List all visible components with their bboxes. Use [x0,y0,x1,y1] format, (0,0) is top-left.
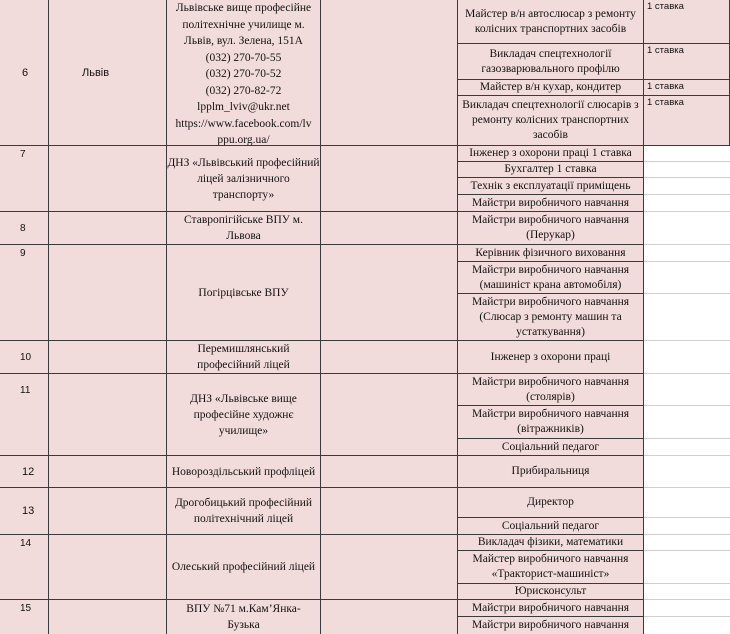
empty-cell[interactable] [49,341,167,374]
position-cell[interactable]: Директор [458,488,644,518]
row-number-cell[interactable] [0,374,49,456]
row-number: 14 [20,538,32,549]
rate-cell-empty[interactable] [644,262,730,294]
institution-name-cell[interactable] [167,600,321,634]
row-number: 6 [22,66,29,79]
contact-line: Львів, вул. Зелена, 151А [184,35,303,47]
contact-line: (032) 270-70-52 [205,68,282,80]
empty-cell[interactable] [321,0,458,146]
institution-name: Ставропігійське ВПУ м. Львова [184,214,303,242]
institution-name: Погірцівське ВПУ [198,286,289,299]
empty-cell[interactable] [49,456,167,488]
institution-name-cell[interactable] [167,374,321,456]
position-cell[interactable]: Прибиральниця [458,456,644,488]
institution-name: Перемишлянський професійний ліцей [197,343,290,371]
institution-name-cell[interactable] [167,146,321,212]
row-number-cell[interactable] [0,146,49,212]
rate-cell-empty[interactable] [644,439,730,456]
row-number: 9 [20,248,26,259]
row-number: 11 [20,385,31,396]
institution-name: Олеський професійний ліцей [171,561,316,573]
row-number-cell[interactable] [0,0,49,146]
rate-cell-empty[interactable] [644,146,730,162]
position-cell[interactable]: Майстри виробничого навчання [458,617,644,634]
row-number-cell[interactable] [0,600,49,634]
institution-name: Новороздільський профліцей [171,465,316,478]
row-number-cell[interactable] [0,456,49,488]
position-cell[interactable]: Викладач фізики, математики [458,535,644,551]
institution-name-cell[interactable] [167,245,321,341]
empty-cell[interactable] [49,146,167,212]
institution-name-cell[interactable] [167,488,321,535]
city-name: Львів [82,66,110,79]
rate-cell[interactable]: 1 ставка [644,44,730,80]
position-cell[interactable]: Майстри виробничого навчання (столярів) [458,374,644,406]
rate-cell-empty[interactable] [644,212,730,245]
empty-cell[interactable] [49,245,167,341]
empty-cell[interactable] [321,245,458,341]
institution-name-cell[interactable] [167,212,321,245]
institution-name: Дрогобицький професійний політехнічний ліцей [174,497,313,525]
institution-name: ДНЗ «Львівське вище професійне художнє училище» [190,392,297,437]
empty-cell[interactable] [49,212,167,245]
position-cell[interactable]: Майстри виробничого навчання (Слюсар з ремонту машин та устаткування) [458,294,644,341]
rate-cell-empty[interactable] [644,600,730,617]
row-number-cell[interactable] [0,535,49,600]
position-cell[interactable]: Майстри виробничого навчання [458,600,644,617]
row-number-cell[interactable] [0,488,49,535]
position-cell[interactable]: Викладач спецтехнології газозварювального профілю [458,44,644,80]
rate-cell-empty[interactable] [644,245,730,262]
contact-line: (032) 270-70-55 [205,51,282,64]
empty-cell[interactable] [321,488,458,535]
position-cell[interactable]: Майстер в/н кухар, кондитер [458,80,644,96]
rate-cell-empty[interactable] [644,551,730,584]
rate-cell[interactable]: 1 ставка [644,0,730,44]
institution-name-cell[interactable] [167,456,321,488]
position-cell[interactable]: Соціальний педагог [458,518,644,535]
empty-cell[interactable] [321,535,458,600]
city-cell[interactable] [49,0,167,146]
position-cell[interactable]: Юрисконсульт [458,584,644,600]
rate-cell-empty[interactable] [644,617,730,634]
position-cell[interactable]: Майстри виробничого навчання (Перукар) [458,212,644,245]
position-cell[interactable]: Керівник фізичного виховання [458,245,644,262]
contact-line: lpplm_lviv@ukr.net [197,101,290,113]
rate-cell-empty[interactable] [644,456,730,488]
institution-name-cell[interactable] [167,341,321,374]
rate-cell-empty[interactable] [644,374,730,406]
row-number: 13 [22,505,35,517]
empty-cell[interactable] [321,146,458,212]
empty-cell[interactable] [321,212,458,245]
position-cell[interactable]: Майстри виробничого навчання (машиніст крана автомобіля) [458,262,644,294]
institution-name: ВПУ №71 м.Кам’Янка-Бузька [186,603,301,631]
contact-line: політехнічне училище м. [182,18,305,31]
rate-cell-empty[interactable] [644,294,730,341]
row-number-cell[interactable] [0,245,49,341]
row-number: 10 [20,352,32,363]
rate-cell-empty[interactable] [644,341,730,374]
position-cell[interactable]: Майстри виробничого навчання [458,195,644,212]
rate-cell-empty[interactable] [644,406,730,439]
rate-cell-empty[interactable] [644,584,730,600]
rate-cell-empty[interactable] [644,195,730,212]
row-number-cell[interactable] [0,212,49,245]
row-number: 12 [22,465,35,478]
contact-line: (032) 270-82-72 [205,84,282,97]
rate-cell-empty[interactable] [644,162,730,178]
contact-line: https://www.facebook.com/lv [175,117,312,130]
empty-cell[interactable] [321,341,458,374]
rate-cell-empty[interactable] [644,518,730,535]
institution-name-cell[interactable] [167,535,321,600]
rate-cell-empty[interactable] [644,178,730,195]
rate-cell[interactable]: 1 ставка [644,80,730,96]
row-number: 8 [20,223,26,234]
position-cell[interactable]: Викладач спецтехнології слюсарів з ремонту колісних транспортних засобів [458,96,644,146]
empty-cell[interactable] [321,374,458,456]
empty-cell[interactable] [321,600,458,634]
institution-name: ДНЗ «Львівський професійний ліцей залізничного транспорту» [167,156,320,201]
rate-cell[interactable]: 1 ставка [644,96,730,146]
position-cell[interactable]: Технік з експлуатації приміщень [458,178,644,195]
empty-cell[interactable] [49,374,167,456]
position-cell[interactable]: Інженер з охорони праці [458,341,644,374]
row-number: 7 [20,149,26,160]
rate-cell-empty[interactable] [644,488,730,518]
rate-cell-empty[interactable] [644,535,730,551]
position-cell[interactable]: Інженер з охорони праці 1 ставка [458,146,644,162]
contact-line: Львівське вище професійне [175,2,312,14]
position-cell[interactable]: Майстри виробничого навчання (вітражників) [458,406,644,439]
position-cell[interactable]: Бухгалтер 1 ставка [458,162,644,178]
contact-line: ppu.org.ua/ [217,134,270,146]
position-cell[interactable]: Соціальний педагог [458,439,644,456]
empty-cell[interactable] [49,600,167,634]
row-number: 15 [20,603,32,614]
position-cell[interactable]: Майстер виробничого навчання «Тракторист-машиніст» [458,551,644,584]
institution-contacts-cell[interactable] [167,0,321,146]
empty-cell[interactable] [321,456,458,488]
empty-cell[interactable] [49,488,167,535]
empty-cell[interactable] [49,535,167,600]
row-number-cell[interactable] [0,341,49,374]
position-cell[interactable]: Майстер в/н автослюсар з ремонту колісних транспортних засобів [458,0,644,44]
